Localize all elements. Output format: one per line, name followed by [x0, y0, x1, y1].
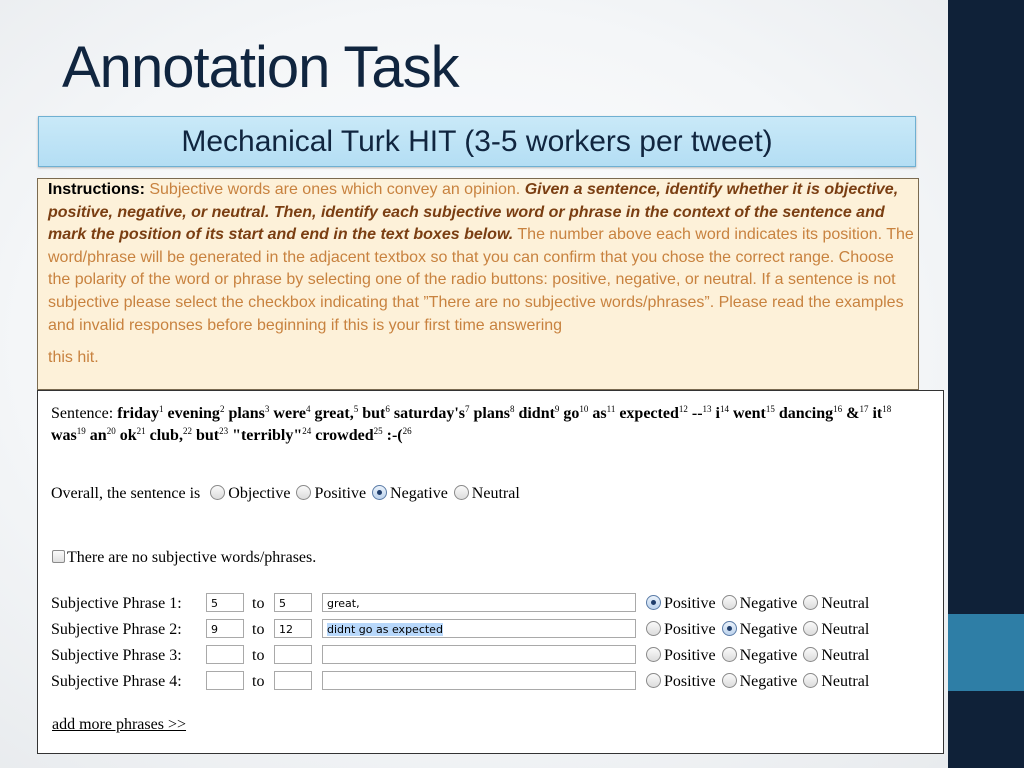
instructions-label: Instructions: — [48, 181, 145, 198]
phrase-neutral-radio[interactable] — [803, 673, 818, 688]
no-subjective-row[interactable] — [52, 549, 316, 567]
phrase-end-input[interactable] — [274, 671, 312, 690]
sentence-word-text: ok — [119, 427, 137, 444]
word-position-number: 10 — [579, 404, 589, 414]
word-position-number: 21 — [136, 426, 146, 436]
sentence-word — [779, 405, 842, 422]
sidebar-accent-band — [948, 614, 1024, 691]
sentence-block — [51, 403, 911, 447]
phrase-polarity-group — [646, 647, 869, 665]
sentence-word — [51, 427, 86, 444]
sentence-word — [314, 405, 358, 422]
polarity-option-label: Neutral — [821, 647, 870, 664]
phrase-text-field[interactable] — [322, 619, 636, 638]
sentence-word — [362, 405, 390, 422]
sentence-word — [846, 405, 868, 422]
instructions-text-2: The number above each word indicates its position. The word/phrase will be generated in the adjacent textbox so that you can confirm that you chose the correct range. Choose the polarity of the word or phrase by selecting one of the radio buttons: positive, negative, or neutral. If a sentence is not subjective please select the checkbox indicating that ”There are no subjective words/phrases”. Please read the examples and invalid responses before beginning if this is your first time answering — [48, 226, 914, 334]
phrase-label: Subjective Phrase 1: — [51, 595, 182, 612]
phrase-polarity-group — [646, 595, 869, 613]
phrase-start-input[interactable] — [206, 645, 244, 664]
sentence-word-text: saturday's — [393, 405, 465, 422]
word-position-number: 19 — [76, 426, 86, 436]
word-position-number: 15 — [765, 404, 775, 414]
sentence-word — [387, 427, 412, 444]
polarity-option-label: Positive — [664, 595, 716, 612]
word-position-number: 25 — [373, 426, 383, 436]
word-position-number: 26 — [402, 426, 412, 436]
word-position-number: 5 — [353, 404, 359, 414]
polarity-option-label: Positive — [664, 673, 716, 690]
overall-option-label: Negative — [390, 485, 448, 502]
sentence-word — [228, 405, 269, 422]
overall-objective-radio[interactable] — [210, 485, 225, 500]
sentence-word-text: i — [715, 405, 720, 422]
sentence-word-text: but — [362, 405, 386, 422]
sentence-word-text: expected — [619, 405, 679, 422]
overall-options — [204, 485, 520, 502]
word-position-number: 6 — [385, 404, 390, 414]
phrase-polarity-group — [646, 673, 869, 691]
word-position-number: 9 — [554, 404, 560, 414]
sentence-word-text: great, — [314, 405, 354, 422]
sentence-word-text: go — [563, 405, 580, 422]
sentence-word-text: it — [872, 405, 883, 422]
word-position-number: 11 — [606, 404, 616, 414]
word-position-number: 17 — [859, 404, 869, 414]
sentence-word — [196, 427, 228, 444]
to-label: to — [252, 647, 265, 664]
phrase-neutral-radio[interactable] — [803, 647, 818, 662]
word-position-number: 24 — [302, 426, 312, 436]
word-position-number: 20 — [106, 426, 116, 436]
phrase-negative-radio[interactable] — [722, 673, 737, 688]
phrase-negative-radio[interactable] — [722, 647, 737, 662]
phrase-positive-radio[interactable] — [646, 647, 661, 662]
polarity-option-label: Neutral — [821, 621, 870, 638]
sentence-word — [563, 405, 588, 422]
phrase-text-value: didnt go as expected — [327, 623, 443, 636]
polarity-option-label: Positive — [664, 647, 716, 664]
polarity-option-label: Positive — [664, 621, 716, 638]
word-position-number: 2 — [219, 404, 225, 414]
word-position-number: 12 — [678, 404, 688, 414]
sentence-word-text: went — [732, 405, 766, 422]
to-label: to — [252, 621, 265, 638]
polarity-option-label: Negative — [739, 673, 798, 690]
word-position-number: 4 — [305, 404, 311, 414]
phrase-positive-radio[interactable] — [646, 595, 661, 610]
word-position-number: 23 — [219, 426, 229, 436]
overall-row — [51, 485, 520, 503]
sentence-word-text: an — [89, 427, 107, 444]
sentence-word-text: evening — [167, 405, 220, 422]
sentence-word-text: was — [51, 427, 77, 444]
phrase-start-input[interactable]: 5 — [206, 593, 244, 612]
sentence-word-text: & — [846, 405, 860, 422]
overall-neutral-radio[interactable] — [454, 485, 469, 500]
sentence-word — [232, 427, 311, 444]
overall-option-label: Neutral — [471, 485, 520, 502]
phrase-label: Subjective Phrase 4: — [51, 673, 182, 690]
overall-negative-radio[interactable] — [372, 485, 387, 500]
sentence-word — [592, 405, 615, 422]
instructions-text-1: Subjective words are ones which convey an opinion. — [149, 181, 521, 198]
phrase-polarity-group — [646, 621, 869, 639]
sentence-label: Sentence: — [51, 405, 114, 422]
phrase-text-value: great, — [327, 597, 360, 610]
sentence-word-text: were — [273, 405, 306, 422]
sentence-word — [150, 427, 192, 444]
sentence-word-text: crowded — [315, 427, 374, 444]
slide-title: Annotation Task — [62, 35, 459, 100]
phrase-negative-radio[interactable] — [722, 621, 737, 636]
instructions-emphasis: Given a sentence, identify whether it is objective, positive, negative, or neutral. Then, identify each subjective word or phrase in the context of the sentence and mark the position of its start and end in the text boxes below. — [48, 181, 899, 244]
overall-option-label: Positive — [314, 485, 367, 502]
word-position-number: 3 — [264, 404, 270, 414]
phrase-negative-radio[interactable] — [722, 595, 737, 610]
sentence-word — [473, 405, 514, 422]
sentence-word-text: plans — [228, 405, 265, 422]
sentence-word — [120, 427, 146, 444]
phrase-start-input[interactable] — [206, 671, 244, 690]
sentence-word — [167, 405, 224, 422]
phrase-end-input[interactable]: 5 — [274, 593, 312, 612]
subjective-phrase-row — [51, 593, 931, 615]
sentence-words — [51, 405, 891, 444]
phrase-end-input[interactable] — [274, 645, 312, 664]
sentence-word-text: plans — [473, 405, 510, 422]
polarity-option-label: Neutral — [821, 595, 870, 612]
no-subjective-checkbox[interactable] — [52, 550, 65, 563]
sentence-word-text: friday — [117, 405, 159, 422]
sentence-word — [733, 405, 775, 422]
sentence-word — [872, 405, 891, 422]
sentence-word-text: dancing — [778, 405, 834, 422]
phrase-end-input[interactable]: 12 — [274, 619, 312, 638]
sentence-word — [716, 405, 729, 422]
overall-option-label: Objective — [228, 485, 291, 502]
polarity-option-label: Neutral — [821, 673, 870, 690]
sentence-word-text: as — [592, 405, 607, 422]
subjective-phrase-row — [51, 645, 931, 667]
sentence-word-text: but — [195, 427, 220, 444]
word-position-number: 7 — [464, 404, 470, 414]
instructions-tail: this hit. — [48, 349, 99, 367]
word-position-number: 1 — [158, 404, 164, 414]
sentence-word-text: :-( — [386, 427, 403, 444]
sentence-word — [273, 405, 310, 422]
phrase-start-input[interactable]: 9 — [206, 619, 244, 638]
phrase-text-field[interactable] — [322, 593, 636, 612]
sentence-word — [394, 405, 470, 422]
phrase-label: Subjective Phrase 3: — [51, 647, 182, 664]
sentence-word-text: "terribly" — [232, 427, 303, 444]
polarity-option-label: Negative — [739, 621, 798, 638]
overall-label: Overall, the sentence is — [51, 485, 201, 502]
phrase-text-field[interactable] — [322, 645, 636, 664]
word-position-number: 14 — [719, 404, 729, 414]
subjective-phrase-row — [51, 619, 931, 641]
to-label: to — [252, 595, 265, 612]
phrase-text-field[interactable] — [322, 671, 636, 690]
phrase-neutral-radio[interactable] — [803, 595, 818, 610]
word-position-number: 22 — [182, 426, 192, 436]
phrase-neutral-radio[interactable] — [803, 621, 818, 636]
sentence-word — [518, 405, 559, 422]
polarity-option-label: Negative — [739, 595, 798, 612]
sentence-word — [619, 405, 688, 422]
instructions-box — [37, 178, 919, 390]
sentence-word-text: -- — [691, 405, 703, 422]
subjective-phrase-row — [51, 671, 931, 693]
sentence-word — [117, 405, 163, 422]
sentence-word-text: club, — [149, 427, 183, 444]
phrase-label: Subjective Phrase 2: — [51, 621, 182, 638]
sentence-word — [692, 405, 712, 422]
overall-positive-radio[interactable] — [296, 485, 311, 500]
phrase-positive-radio[interactable] — [646, 673, 661, 688]
to-label: to — [252, 673, 265, 690]
sentence-word — [90, 427, 116, 444]
add-more-phrases-link[interactable]: add more phrases >> — [52, 716, 187, 733]
sentence-word-text: didnt — [518, 405, 555, 422]
word-position-number: 16 — [833, 404, 843, 414]
hit-banner — [38, 116, 916, 167]
word-position-number: 18 — [882, 404, 892, 414]
phrase-positive-radio[interactable] — [646, 621, 661, 636]
word-position-number: 8 — [509, 404, 515, 414]
hit-form-panel — [37, 390, 944, 754]
no-subjective-label: There are no subjective words/phrases. — [67, 549, 317, 566]
sentence-word — [315, 427, 382, 444]
polarity-option-label: Negative — [739, 647, 798, 664]
word-position-number: 13 — [702, 404, 712, 414]
hit-banner-text: Mechanical Turk HIT (3-5 workers per tweet) — [181, 124, 773, 158]
